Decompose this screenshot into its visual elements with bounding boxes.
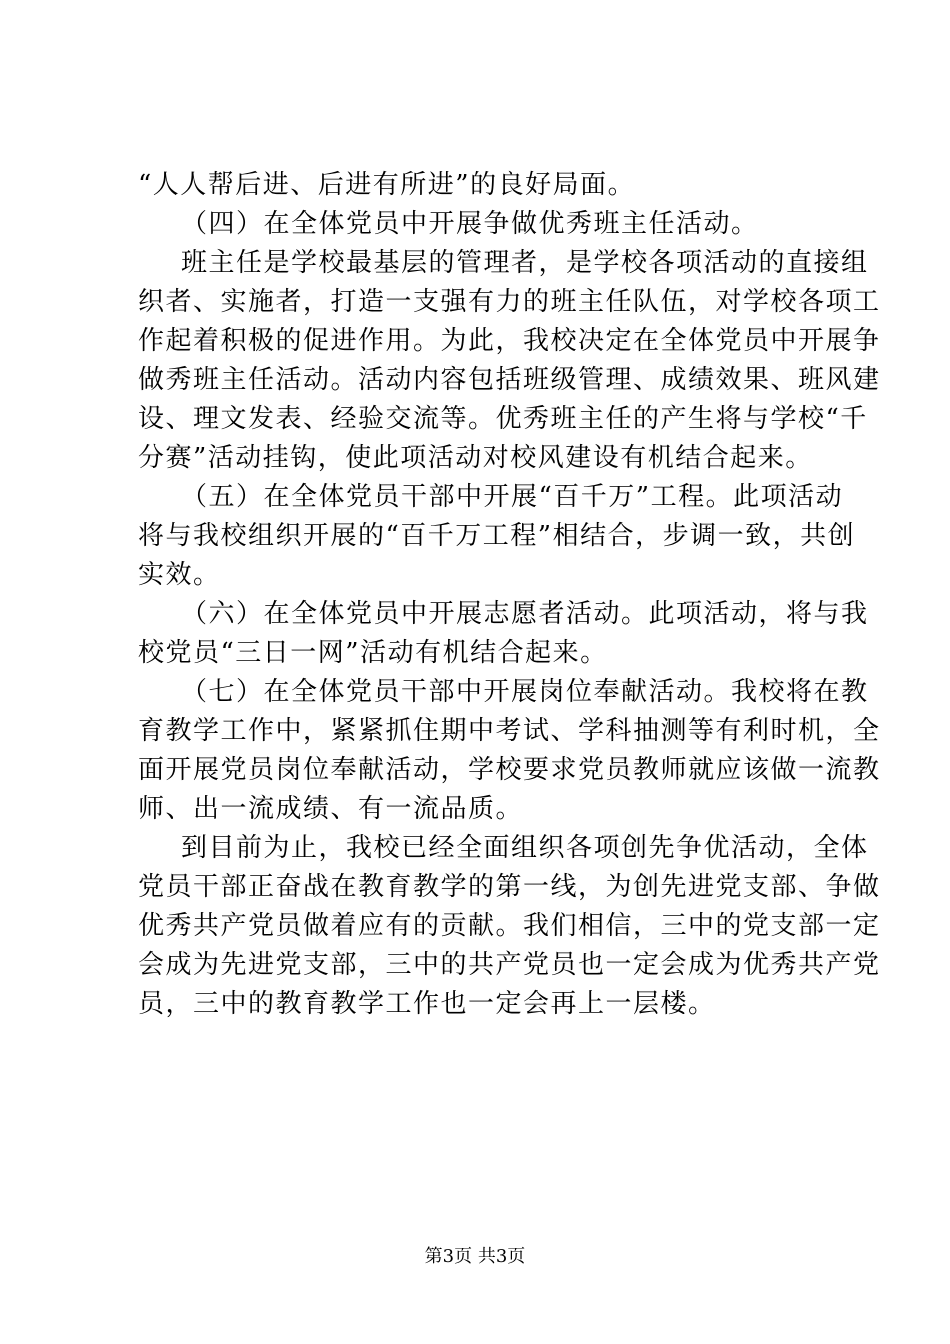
- text-line: 实效。: [138, 560, 221, 590]
- text-line: （六）在全体党员中开展志愿者活动。此项活动，将与我: [181, 599, 869, 629]
- text-line: 做秀班主任活动。活动内容包括班级管理、成绩效果、班风建: [138, 365, 881, 395]
- text-line: （四）在全体党员中开展争做优秀班主任活动。: [181, 209, 759, 239]
- text-line: 将与我校组织开展的“百千万工程”相结合，步调一致，共创: [138, 521, 856, 551]
- page-footer: 第3页 共3页: [424, 1246, 526, 1267]
- text-line: 党员干部正奋战在教育教学的第一线，为创先进党支部、争做: [138, 872, 881, 902]
- text-line: 育教学工作中，紧紧抓住期中考试、学科抽测等有利时机，全: [138, 716, 881, 746]
- text-line: 到目前为止，我校已经全面组织各项创先争优活动，全体: [181, 833, 869, 863]
- document-body: [138, 166, 881, 1024]
- text-line: 分赛”活动挂钩，使此项活动对校风建设有机结合起来。: [138, 443, 813, 473]
- text-line: 校党员“三日一网”活动有机结合起来。: [138, 638, 608, 668]
- text-line: 面开展党员岗位奉献活动，学校要求党员教师就应该做一流教: [138, 755, 881, 785]
- text-line: 班主任是学校最基层的管理者，是学校各项活动的直接组: [181, 248, 869, 278]
- text-line: 员，三中的教育教学工作也一定会再上一层楼。: [138, 989, 716, 1019]
- text-line: 师、出一流成绩、有一流品质。: [138, 794, 524, 824]
- text-line: “人人帮后进、后进有所进”的良好局面。: [138, 170, 636, 200]
- text-line: （五）在全体党员干部中开展“百千万”工程。此项活动: [181, 482, 844, 512]
- text-line: 作起着积极的促进作用。为此，我校决定在全体党员中开展争: [138, 326, 881, 356]
- text-line: （七）在全体党员干部中开展岗位奉献活动。我校将在教: [181, 677, 869, 707]
- text-line: 优秀共产党员做着应有的贡献。我们相信，三中的党支部一定: [138, 911, 881, 941]
- text-line: 设、理文发表、经验交流等。优秀班主任的产生将与学校“千: [138, 404, 868, 434]
- text-line: 织者、实施者，打造一支强有力的班主任队伍，对学校各项工: [138, 287, 881, 317]
- text-line: 会成为先进党支部，三中的共产党员也一定会成为优秀共产党: [138, 950, 881, 980]
